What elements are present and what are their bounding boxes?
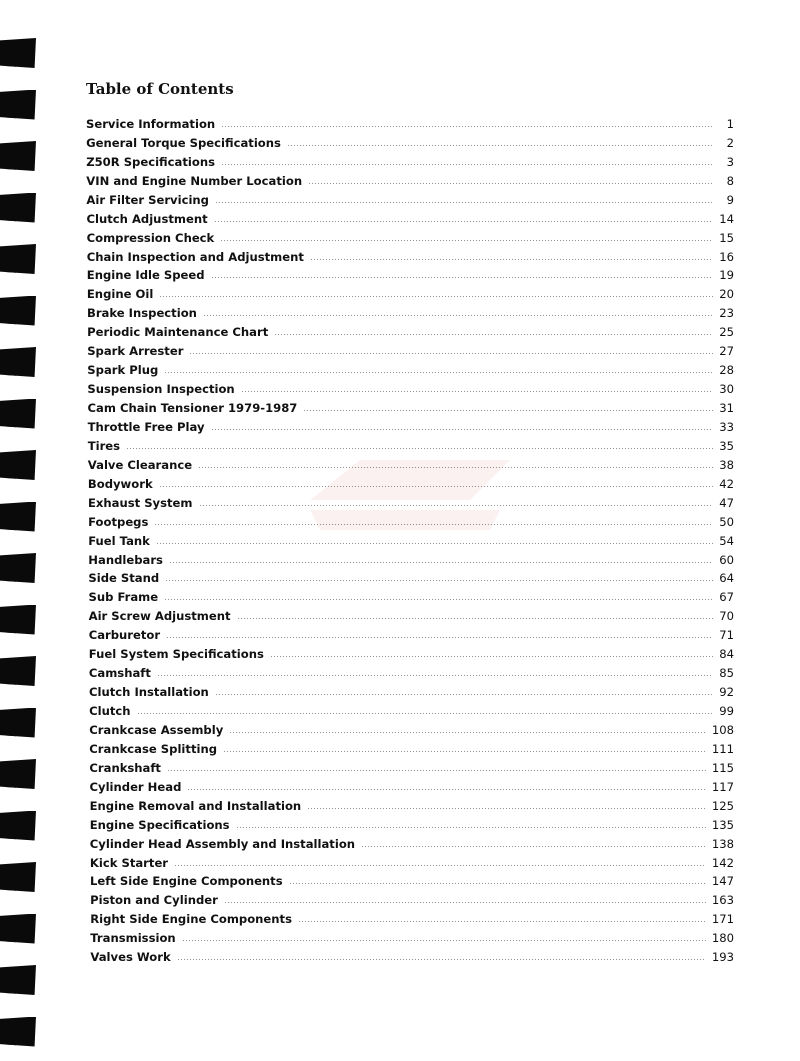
toc-entry-page-number: 85 [719,666,734,681]
dot-leader [177,959,706,960]
toc-entry[interactable] [86,301,734,320]
toc-entry[interactable] [86,945,734,964]
dot-leader [166,637,713,638]
toc-entry[interactable] [86,320,734,339]
toc-entry[interactable] [86,415,734,434]
toc-entry-title: Fuel Tank [88,533,150,548]
toc-entry-page-number: 147 [711,874,734,889]
dot-leader [211,277,714,278]
toc-entry-title: Piston and Cylinder [90,893,218,908]
toc-entry[interactable] [86,718,734,737]
toc-entry-title: Side Stand [88,571,160,586]
binding-tab [0,38,36,68]
toc-entry[interactable] [86,548,734,567]
toc-entry-page-number: 50 [719,514,734,529]
toc-entry-page-number: 64 [719,571,734,586]
toc-entry-title: Spark Plug [87,363,159,378]
dot-leader [303,410,713,411]
toc-entry-title: Right Side Engine Components [90,912,292,927]
toc-entry-title: Fuel System Specifications [88,647,264,662]
toc-entry-page-number: 108 [711,722,734,737]
dot-leader [198,467,713,468]
dot-leader [307,808,706,809]
toc-entry[interactable] [86,737,734,756]
toc-entry-title: Compression Check [86,230,215,245]
toc-entry[interactable] [86,112,734,131]
toc-entry-page-number: 125 [711,798,734,813]
dot-leader [215,202,714,203]
dot-leader [169,562,713,563]
toc-entry-title: Air Screw Adjustment [88,609,231,624]
page-title: Table of Contents [86,80,234,98]
toc-entry-title: Z50R Specifications [86,154,215,169]
toc-entry[interactable] [86,699,734,718]
toc-entry[interactable] [86,623,734,642]
toc-entry-title: Crankcase Assembly [89,722,224,737]
binding-tab [0,553,36,583]
toc-entry-title: Camshaft [88,666,151,681]
toc-entry-page-number: 84 [719,647,734,662]
toc-entry-page-number: 47 [719,495,734,510]
toc-entry[interactable] [86,491,734,510]
toc-entry-page-number: 71 [719,628,734,643]
toc-entry-title: Clutch [89,704,131,718]
toc-entry[interactable] [86,226,734,245]
toc-entry-title: Service Information [86,116,216,131]
toc-entry-title: Engine Idle Speed [86,268,205,283]
dot-leader [270,656,713,657]
toc-entry[interactable] [86,813,734,832]
toc-entry-page-number: 111 [711,741,734,756]
dot-leader [223,751,706,752]
binding-tab [0,862,36,892]
toc-entry[interactable] [86,585,734,604]
toc-entry-title: Brake Inspection [87,306,197,321]
dot-leader [182,940,706,941]
toc-entry[interactable] [86,907,734,926]
toc-entry-page-number: 38 [719,457,734,472]
toc-entry-page-number: 16 [719,249,734,264]
toc-entry-page-number: 115 [711,760,734,775]
toc-entry[interactable] [86,510,734,529]
toc-entry-title: Left Side Engine Components [90,874,283,889]
binding-tab [0,347,36,377]
dot-leader [289,883,706,884]
toc-entry[interactable] [86,775,734,794]
binding-tab [0,244,36,274]
dot-leader [229,732,706,733]
dot-leader [211,429,714,430]
toc-entry-page-number: 1 [726,116,734,131]
toc-entry[interactable] [86,207,734,226]
binding-tab [0,450,36,480]
toc-entry-page-number: 20 [719,287,734,302]
toc-entry[interactable] [86,661,734,680]
dot-leader [189,353,713,354]
toc-entry-page-number: 171 [711,912,734,927]
toc-entry[interactable] [86,396,734,415]
toc-entry-title: Footpegs [88,514,149,529]
dot-leader [274,334,713,335]
toc-entry-page-number: 42 [719,476,734,491]
toc-entry-title: Valves Work [90,950,171,965]
toc-entry[interactable] [86,756,734,775]
toc-entry-title: Handlebars [88,552,163,567]
toc-entry-title: Clutch Adjustment [86,211,208,226]
dot-leader [174,865,706,866]
toc-entry-title: Crankcase Splitting [89,741,218,756]
toc-entry-title: Cylinder Head Assembly and Installation [89,836,356,851]
toc-entry-title: Kick Starter [89,855,169,870]
dot-leader [237,618,714,619]
toc-entry[interactable] [86,358,734,377]
dot-leader [159,486,714,487]
toc-entry-page-number: 117 [711,779,734,794]
toc-entry[interactable] [86,169,734,188]
toc-entry-title: Engine Oil [86,287,154,302]
toc-entry-title: Tires [87,438,121,453]
toc-entry-page-number: 67 [719,590,734,605]
toc-entry-page-number: 99 [719,704,734,718]
toc-entry[interactable] [86,567,734,586]
toc-entry[interactable] [86,680,734,699]
binding-tab [0,656,36,686]
toc-entry-title: VIN and Engine Number Location [86,173,303,188]
dot-leader [164,599,713,600]
toc-entry[interactable] [86,377,734,396]
toc-entry-title: General Torque Specifications [86,135,281,150]
toc-entry[interactable] [86,926,734,945]
toc-entry-page-number: 30 [719,382,734,397]
toc-entry[interactable] [86,282,734,301]
dot-leader [187,789,705,790]
toc-entry[interactable] [86,131,734,150]
dot-leader [157,675,713,676]
binding-tab [0,759,36,789]
toc-entry-page-number: 23 [719,306,734,321]
toc-entry-title: Throttle Free Play [87,419,205,434]
toc-entry[interactable] [86,832,734,851]
binding-tab [0,708,36,738]
toc-entry-title: Crankshaft [89,760,161,775]
toc-entry[interactable] [86,851,734,870]
toc-entry-page-number: 2 [726,135,734,150]
toc-entry[interactable] [86,150,734,169]
toc-entry-title: Cylinder Head [89,779,182,794]
toc-entry-title: Engine Specifications [89,817,230,832]
dot-leader [220,240,713,241]
toc-entry-title: Periodic Maintenance Chart [87,325,269,340]
toc-entry-page-number: 163 [711,893,734,908]
table-of-contents [86,112,734,964]
dot-leader [154,524,713,525]
dot-leader [298,921,706,922]
toc-entry[interactable] [86,794,734,813]
toc-entry-page-number: 15 [719,230,734,245]
toc-entry-title: Bodywork [87,476,153,491]
toc-entry[interactable] [86,245,734,264]
dot-leader [310,259,713,260]
toc-entry-page-number: 8 [726,173,734,188]
dot-leader [165,580,713,581]
dot-leader [203,315,713,316]
dot-leader [221,126,714,127]
toc-entry-page-number: 14 [719,211,734,226]
toc-entry-page-number: 9 [726,192,734,207]
toc-entry-page-number: 54 [719,533,734,548]
toc-entry-page-number: 27 [719,344,734,359]
binding-tab [0,605,36,635]
dot-leader [241,391,714,392]
toc-entry-page-number: 28 [719,363,734,378]
dot-leader [361,846,706,847]
toc-entry-page-number: 25 [719,325,734,340]
toc-entry[interactable] [86,604,734,623]
toc-entry-title: Clutch Installation [89,685,209,700]
toc-entry-page-number: 19 [719,268,734,283]
toc-entry-page-number: 31 [719,401,734,415]
dot-leader [159,296,713,297]
toc-entry[interactable] [86,434,734,453]
toc-entry-page-number: 193 [711,950,734,965]
toc-entry-title: Cam Chain Tensioner 1979-1987 [87,401,298,415]
toc-entry[interactable] [86,642,734,661]
dot-leader [164,372,713,373]
binding-tab [0,141,36,171]
toc-entry-page-number: 92 [719,685,734,700]
dot-leader [215,694,713,695]
toc-entry-title: Transmission [90,931,176,946]
toc-entry-title: Spark Arrester [87,344,184,359]
toc-entry-page-number: 135 [711,817,734,832]
toc-entry[interactable] [86,870,734,889]
toc-entry-title: Air Filter Servicing [86,192,209,207]
toc-entry-title: Carburetor [88,628,161,643]
toc-entry-page-number: 142 [711,855,734,870]
toc-entry[interactable] [86,529,734,548]
dot-leader [287,145,714,146]
toc-entry-title: Valve Clearance [87,457,193,472]
binding-tab [0,90,36,120]
toc-entry-page-number: 180 [711,931,734,946]
dot-leader [126,448,713,449]
dot-leader [224,902,706,903]
toc-entry-title: Chain Inspection and Adjustment [86,249,304,264]
toc-entry[interactable] [86,888,734,907]
toc-entry-title: Sub Frame [88,590,159,605]
toc-entry[interactable] [86,472,734,491]
dot-leader [214,221,714,222]
binding-tab [0,965,36,995]
toc-entry-title: Exhaust System [88,495,193,510]
toc-entry[interactable] [86,453,734,472]
binding-tab [0,193,36,223]
dot-leader [156,543,713,544]
toc-entry-title: Suspension Inspection [87,382,235,397]
dot-leader [236,827,706,828]
toc-entry[interactable] [86,264,734,283]
binding-tab [0,502,36,532]
toc-entry[interactable] [86,188,734,207]
dot-leader [199,505,714,506]
spiral-binding [0,0,60,1035]
binding-tab [0,1017,36,1047]
toc-entry-page-number: 35 [719,438,734,453]
toc-entry-title: Engine Removal and Installation [89,798,302,813]
binding-tab [0,811,36,841]
toc-entry-page-number: 60 [719,552,734,567]
dot-leader [308,183,714,184]
binding-tab [0,399,36,429]
binding-tab [0,914,36,944]
toc-entry[interactable] [86,339,734,358]
toc-entry-page-number: 138 [711,836,734,851]
dot-leader [137,713,714,714]
binding-tab [0,296,36,326]
toc-entry-page-number: 3 [726,154,734,169]
toc-entry-page-number: 70 [719,609,734,624]
dot-leader [221,164,714,165]
dot-leader [167,770,706,771]
toc-entry-page-number: 33 [719,419,734,434]
